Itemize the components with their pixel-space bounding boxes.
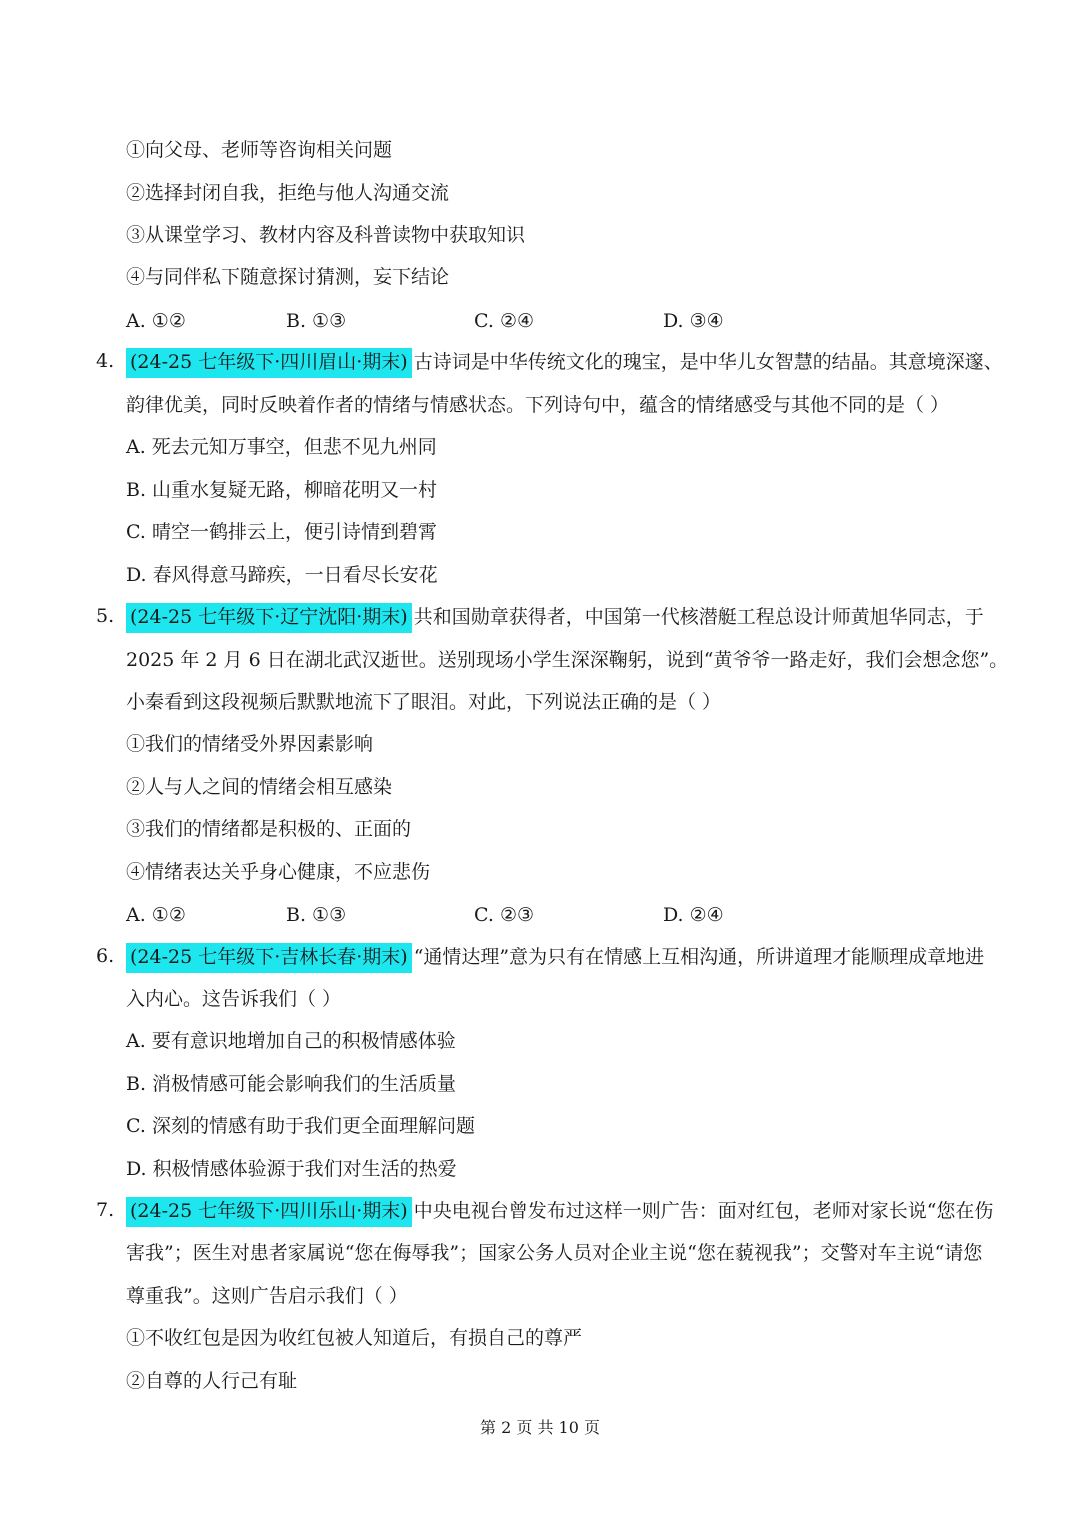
q7-stem-line-1: 中央电视台曾发布过这样一则广告：面对红包，老师对家长说“您在伤 — [413, 1200, 994, 1222]
q4-choice-b[interactable]: B. 山重水复疑无路，柳暗花明又一村 — [126, 479, 438, 501]
q6-stem-line-2: 入内心。这告诉我们（ ） — [126, 988, 342, 1010]
q5-option-3: ③我们的情绪都是积极的、正面的 — [126, 818, 412, 840]
q3-choice-a[interactable]: A. ①② — [126, 310, 186, 332]
q5-option-2: ②人与人之间的情绪会相互感染 — [126, 776, 393, 798]
q4-stem-line-1: 古诗词是中华传统文化的瑰宝，是中华儿女智慧的结晶。其意境深邃、 — [413, 351, 1003, 373]
q3-choice-c[interactable]: C. ②④ — [474, 310, 535, 332]
q7-number: 7. — [96, 1199, 115, 1221]
q7-option-1: ①不收红包是因为收红包被人知道后，有损自己的尊严 — [126, 1327, 583, 1349]
q5-stem-line-2: 2025 年 2 月 6 日在湖北武汉逝世。送别现场小学生深深鞠躬，说到“黄爷爷一路走好，我们会想念您”。 — [126, 649, 1009, 671]
q3-choice-d[interactable]: D. ③④ — [663, 310, 724, 332]
q4-choice-d[interactable]: D. 春风得意马蹄疾，一日看尽长安花 — [126, 564, 438, 586]
q3-choice-b[interactable]: B. ①③ — [286, 310, 347, 332]
q4-choice-a[interactable]: A. 死去元知万事空，但悲不见九州同 — [126, 436, 437, 458]
q3-option-3: ③从课堂学习、教材内容及科普读物中获取知识 — [126, 224, 526, 246]
q5-choice-b[interactable]: B. ①③ — [286, 904, 347, 926]
q3-option-1: ①向父母、老师等咨询相关问题 — [126, 139, 393, 161]
q3-option-4: ④与同伴私下随意探讨猜测，妄下结论 — [126, 266, 450, 288]
q6-stem-line-1: “通情达理”意为只有在情感上互相沟通，所讲道理才能顺理成章地进 — [413, 946, 985, 968]
q4-choice-c[interactable]: C. 晴空一鹤排云上，便引诗情到碧霄 — [126, 521, 437, 543]
q7-stem-line-2: 害我”；医生对患者家属说“您在侮辱我”；国家公务人员对企业主说“您在藐视我”；交警对车主说“请您 — [126, 1242, 983, 1264]
q6-choice-b[interactable]: B. 消极情感可能会影响我们的生活质量 — [126, 1073, 457, 1095]
q5-option-4: ④情绪表达关乎身心健康，不应悲伤 — [126, 861, 431, 883]
q6-number: 6. — [96, 945, 115, 967]
q3-choices — [126, 308, 826, 334]
q7-option-2: ②自尊的人行己有耻 — [126, 1370, 298, 1392]
q6-source-tag: (24-25 七年级下·吉林长春·期末) — [126, 943, 412, 973]
q5-source-tag: (24-25 七年级下·辽宁沈阳·期末) — [126, 603, 412, 633]
q5-choices — [126, 902, 826, 928]
q4-source-tag: (24-25 七年级下·四川眉山·期末) — [126, 348, 412, 378]
q5-stem-line-1: 共和国勋章获得者，中国第一代核潜艇工程总设计师黄旭华同志，于 — [413, 606, 984, 628]
q3-option-2: ②选择封闭自我，拒绝与他人沟通交流 — [126, 182, 450, 204]
q7-stem-line-3: 尊重我”。这则广告启示我们（ ） — [126, 1285, 408, 1307]
q5-choice-c[interactable]: C. ②③ — [474, 904, 535, 926]
q4-stem-line-2: 韵律优美，同时反映着作者的情绪与情感状态。下列诗句中，蕴含的情绪感受与其他不同的是（ ） — [126, 394, 950, 416]
q5-stem-line-3: 小秦看到这段视频后默默地流下了眼泪。对此，下列说法正确的是（ ） — [126, 691, 722, 713]
q5-choice-a[interactable]: A. ①② — [126, 904, 186, 926]
q6-choice-c[interactable]: C. 深刻的情感有助于我们更全面理解问题 — [126, 1115, 475, 1137]
q5-option-1: ①我们的情绪受外界因素影响 — [126, 733, 374, 755]
q5-choice-d[interactable]: D. ②④ — [663, 904, 724, 926]
q7-source-tag: (24-25 七年级下·四川乐山·期末) — [126, 1197, 412, 1227]
q5-number: 5. — [96, 605, 115, 627]
q4-number: 4. — [96, 350, 115, 372]
q6-choice-a[interactable]: A. 要有意识地增加自己的积极情感体验 — [126, 1030, 456, 1052]
page-footer: 第 2 页 共 10 页 — [480, 1418, 600, 1437]
q6-choice-d[interactable]: D. 积极情感体验源于我们对生活的热爱 — [126, 1158, 457, 1180]
